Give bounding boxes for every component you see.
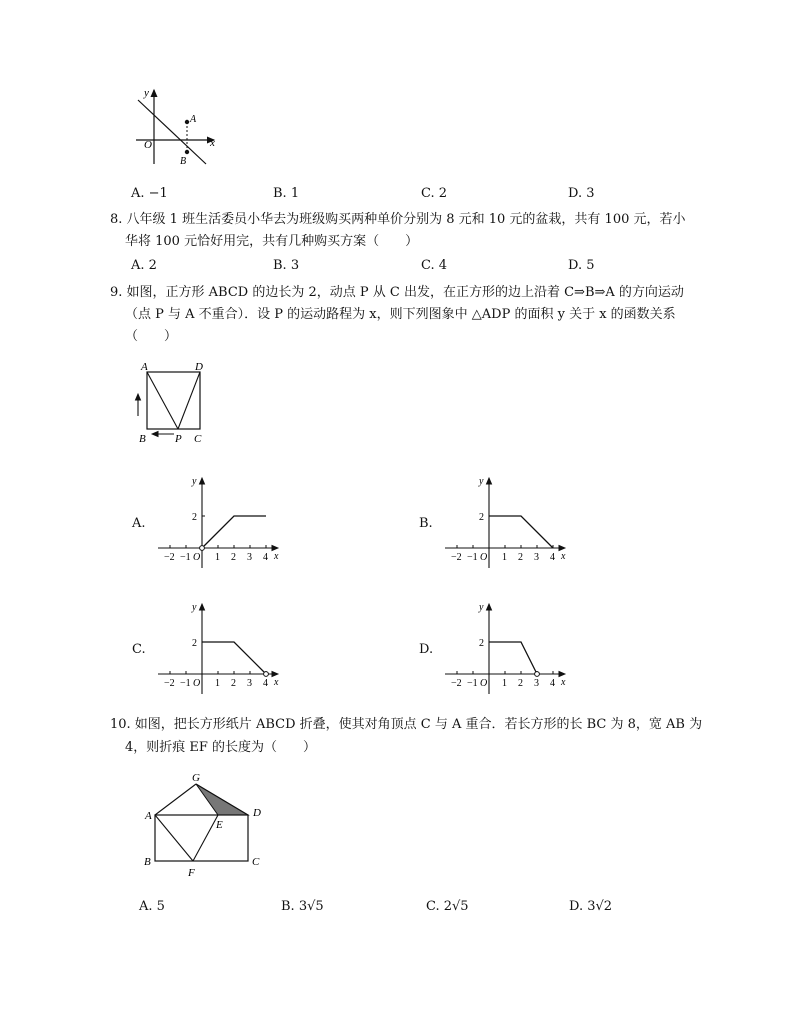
- x-tick-label: 2: [231, 552, 236, 563]
- q7-option-d: D. 3: [568, 186, 595, 201]
- label-o: O: [144, 139, 152, 151]
- x-tick-label: −1: [180, 678, 191, 689]
- label-f: F: [188, 867, 195, 879]
- label-x: x: [210, 137, 215, 149]
- y-axis-label: y: [192, 602, 197, 613]
- x-tick-label: 3: [247, 678, 252, 689]
- q9-graph-d: [437, 598, 573, 698]
- q8-option-c: C. 4: [421, 258, 448, 273]
- q8-option-b: B. 3: [273, 258, 300, 273]
- segment-ag: [155, 784, 196, 815]
- label-b: B: [180, 156, 187, 167]
- x-tick-label: 4: [550, 552, 555, 563]
- segment-dp: [178, 372, 200, 429]
- x-tick-label: −1: [467, 552, 478, 563]
- segment-ap: [147, 372, 178, 429]
- q10-option-c: C. 2√5: [426, 899, 469, 914]
- q10-fold-figure: [138, 770, 270, 882]
- function-line: [489, 516, 553, 548]
- label-c: C: [252, 856, 260, 868]
- q7-option-b: B. 1: [273, 186, 300, 201]
- x-tick-label: −2: [164, 678, 175, 689]
- x-tick-label: 2: [518, 678, 523, 689]
- point-a: [185, 120, 189, 124]
- q10-line-1: 10. 如图，把长方形纸片 ABCD 折叠，使其对角顶点 C 与 A 重合．若长方形的长 BC 为 8，宽 AB 为: [110, 717, 703, 732]
- q9-line-1: 9. 如图，正方形 ABCD 的边长为 2，动点 P 从 C 出发，在正方形的边上沿着 C⇒B⇒A 的方向运动: [110, 285, 684, 300]
- q9-line-2: （点 P 与 A 不重合）．设 P 的运动路程为 x，则下列图象中 △ADP 的面积 y 关于 x 的函数关系: [125, 307, 676, 322]
- y-axis-label: y: [479, 476, 484, 487]
- x-axis-label: x: [274, 551, 279, 562]
- q9-line-3: （ ）: [125, 329, 178, 344]
- q10-line-2: 4，则折痕 EF 的长度为（ ）: [125, 740, 317, 755]
- q9-graph-label-b: B.: [419, 516, 433, 531]
- x-tick-label: −2: [451, 678, 462, 689]
- x-axis-label: x: [561, 677, 566, 688]
- x-tick-label: 2: [518, 552, 523, 563]
- q9-square-figure: [130, 358, 214, 448]
- label-b: B: [139, 433, 146, 445]
- x-tick-label: 1: [215, 678, 220, 689]
- q10-option-d: D. 3√2: [569, 899, 613, 914]
- q7-option-a: A. −1: [131, 186, 168, 201]
- origin-label: O: [480, 552, 488, 563]
- label-b: B: [144, 856, 151, 868]
- lower-rectangle: [155, 815, 248, 861]
- origin-label: O: [480, 678, 488, 689]
- label-d: D: [195, 361, 203, 373]
- q8-option-d: D. 5: [568, 258, 595, 273]
- label-a: A: [141, 361, 148, 373]
- label-y: y: [144, 87, 149, 99]
- y-tick-label: 2: [479, 512, 484, 523]
- label-c: C: [194, 433, 202, 445]
- q8-option-a: A. 2: [131, 258, 157, 273]
- q10-option-b: B. 3√5: [281, 899, 324, 914]
- x-tick-label: 1: [215, 552, 220, 563]
- label-d: D: [253, 807, 261, 819]
- function-line: [138, 100, 206, 164]
- x-tick-label: 3: [534, 678, 539, 689]
- q9-graph-a: [150, 472, 286, 572]
- origin-label: O: [193, 552, 201, 563]
- x-tick-label: 1: [502, 552, 507, 563]
- q10-option-a: A. 5: [139, 899, 165, 914]
- label-a: A: [190, 114, 197, 125]
- origin-label: O: [193, 678, 201, 689]
- x-tick-label: 3: [247, 552, 252, 563]
- q9-graph-b: [437, 472, 573, 572]
- segment-af: [155, 815, 193, 861]
- label-p: P: [175, 433, 182, 445]
- point-b: [185, 150, 189, 154]
- x-axis-label: x: [274, 677, 279, 688]
- x-tick-label: 4: [263, 678, 268, 689]
- segment-fe: [193, 815, 218, 861]
- function-line: [489, 642, 537, 674]
- x-tick-label: 3: [534, 552, 539, 563]
- q7-option-c: C. 2: [421, 186, 448, 201]
- label-g: G: [192, 772, 200, 784]
- q8-line-1: 8. 八年级 1 班生活委员小华去为班级购买两种单价分别为 8 元和 10 元的盆栽，共有 100 元，若小: [110, 212, 686, 227]
- function-line: [202, 516, 266, 548]
- y-axis-label: y: [192, 476, 197, 487]
- x-tick-label: 4: [263, 552, 268, 563]
- open-endpoint: [535, 672, 540, 677]
- q7-coordinate-figure: [128, 84, 224, 168]
- x-tick-label: 2: [231, 678, 236, 689]
- x-tick-label: 4: [550, 678, 555, 689]
- q9-graph-label-a: A.: [132, 516, 146, 531]
- q9-graph-label-c: C.: [132, 642, 146, 657]
- open-endpoint: [200, 546, 205, 551]
- x-tick-label: 1: [502, 678, 507, 689]
- x-axis-label: x: [561, 551, 566, 562]
- q9-graph-c: [150, 598, 286, 698]
- x-tick-label: −1: [180, 552, 191, 563]
- y-tick-label: 2: [192, 512, 197, 523]
- x-tick-label: −2: [164, 552, 175, 563]
- q9-graph-label-d: D.: [419, 642, 434, 657]
- function-line: [202, 642, 266, 674]
- label-a: A: [145, 810, 152, 822]
- q8-line-2: 华将 100 元恰好用完，共有几种购买方案（ ）: [125, 234, 419, 249]
- x-tick-label: −2: [451, 552, 462, 563]
- y-axis-label: y: [479, 602, 484, 613]
- label-e: E: [216, 819, 223, 831]
- y-tick-label: 2: [479, 638, 484, 649]
- x-tick-label: −1: [467, 678, 478, 689]
- y-tick-label: 2: [192, 638, 197, 649]
- open-endpoint: [264, 672, 269, 677]
